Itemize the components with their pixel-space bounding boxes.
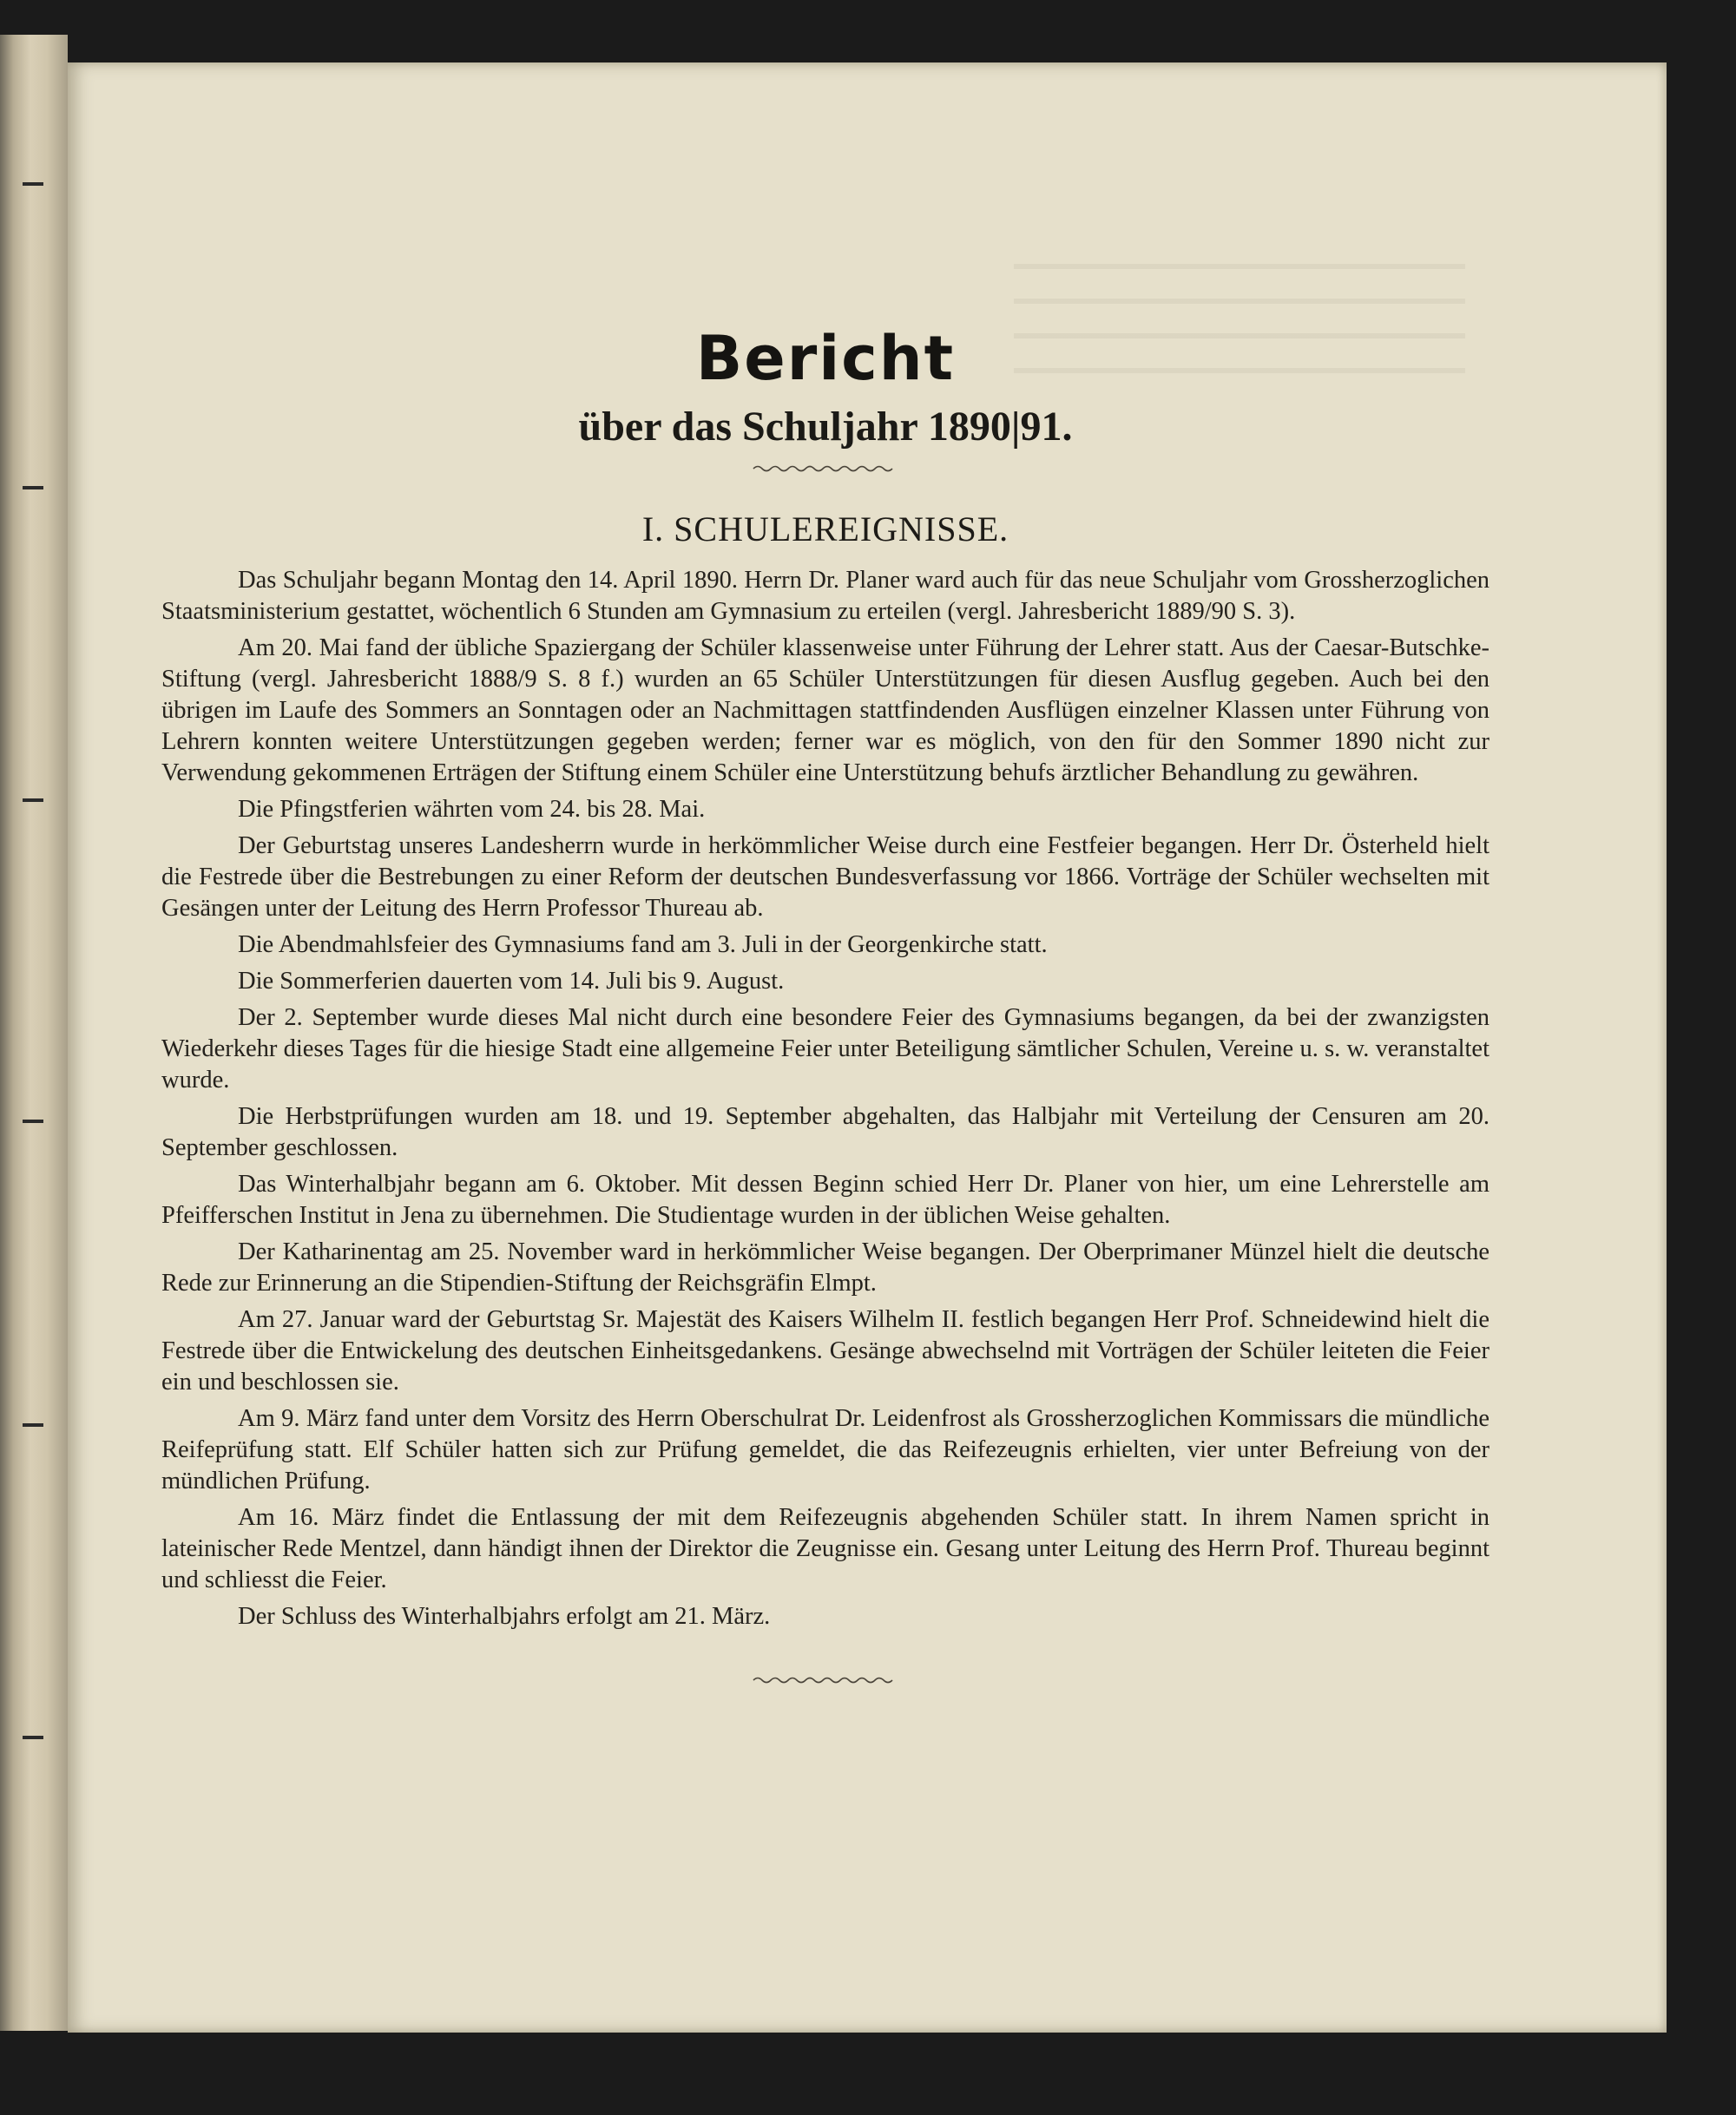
paragraph: Der Geburtstag unseres Landesherrn wurde in herkömmlicher Weise durch eine Festfeier begangen. Herr Dr. Österheld hielt die Festrede über die Bestrebungen zu einer Reform der deutschen Bundesverfassung vor 1866. Vorträge der Schüler wechselten mit Gesängen unter der Leitung des Herrn Professor Thureau ab. [161, 832, 1489, 922]
page-content [161, 323, 1489, 1691]
paragraph: Am 9. März fand unter dem Vorsitz des Herrn Oberschulrat Dr. Leidenfrost als Grossherzoglichen Kommissars die mündliche Reifeprüfung statt. Elf Schüler hatten sich zur Prüfung gemeldet, die das Reifezeugnis erhielten, vier unter Befreiung von der mündlichen Prüfung. [161, 1405, 1489, 1494]
paragraph: Die Herbstprüfungen wurden am 18. und 19. September abgehalten, das Halbjahr mit Verteilung der Censuren am 20. September geschlossen. [161, 1103, 1489, 1161]
decorative-divider [161, 1674, 1489, 1691]
edge-mark [23, 1120, 43, 1123]
paragraph: Die Abendmahlsfeier des Gymnasiums fand am 3. Juli in der Georgenkirche statt. [238, 931, 1048, 958]
book-page-edge [0, 35, 68, 2031]
paragraph: Der 2. September wurde dieses Mal nicht durch eine besondere Feier des Gymnasiums begangen, da bei der zwanzigsten Wiederkehr dieses Tages für die hiesige Stadt eine allgemeine Feier unter Beteiligung sämtlicher Schulen, Vereine u. s. w. veranstaltet wurde. [161, 1004, 1489, 1094]
body-text [161, 565, 1489, 1632]
paragraph: Der Katharinentag am 25. November ward in herkömmlicher Weise begangen. Der Oberprimaner Münzel hielt die deutsche Rede zur Erinnerung an die Stipendien-Stiftung der Reichsgräfin Elmpt. [161, 1238, 1489, 1297]
edge-mark [23, 486, 43, 489]
page-subtitle: über das Schuljahr 1890|91. [578, 404, 1073, 450]
document-page [68, 62, 1667, 2033]
paragraph: Die Sommerferien dauerten vom 14. Juli bis 9. August. [238, 968, 785, 995]
page-title: Bericht [695, 323, 956, 394]
edge-mark [23, 798, 43, 802]
paragraph: Am 16. März findet die Entlassung der mit dem Reifezeugnis abgehenden Schüler statt. In ihrem Namen spricht in lateinischer Rede Mentzel, dann händigt ihnen der Direktor die Zeugnisse ein. Gesang unter Leitung des Herrn Prof. Thureau beginnt und schliesst die Feier. [161, 1504, 1489, 1593]
decorative-divider [161, 463, 1489, 479]
paragraph: Der Schluss des Winterhalbjahrs erfolgt am 21. März. [238, 1603, 771, 1630]
edge-mark [23, 182, 43, 186]
section-heading: I. SCHULEREIGNISSE. [641, 509, 1009, 548]
paragraph: Am 27. Januar ward der Geburtstag Sr. Majestät des Kaisers Wilhelm II. festlich begangen Herr Prof. Schneidewind hielt die Festrede über die Entwickelung des deutschen Einheitsgedankens. Gesänge abwechselnd mit Vorträgen der Schüler leiteten die Feier ein und beschlossen sie. [161, 1306, 1489, 1396]
paragraph: Das Winterhalbjahr begann am 6. Oktober. Mit dessen Beginn schied Herr Dr. Planer von hier, um eine Lehrerstelle am Pfeifferschen Institut in Jena zu übernehmen. Die Studientage wurden in der üblichen Weise gehalten. [161, 1171, 1489, 1229]
edge-mark [23, 1423, 43, 1427]
paragraph: Am 20. Mai fand der übliche Spaziergang der Schüler klassenweise unter Führung der Lehrer statt. Aus der Caesar-Butschke-Stiftung (vergl. Jahresbericht 1888/9 S. 8 f.) wurden an 65 Schüler Unterstützungen für diesen Ausflug gegeben. Auch bei den übrigen im Laufe des Sommers an Sonntagen oder an Nachmittagen stattfindenden Ausflügen einzelner Klassen unter Führung von Lehrern konnten weitere Unterstützungen gegeben werden; ferner war es möglich, von den für den Sommer 1890 nicht zur Verwendung gekommenen Erträgen der Stiftung einem Schüler eine Unterstützung behufs ärztlicher Behandlung zu gewähren. [161, 634, 1489, 786]
paragraph: Die Pfingstferien währten vom 24. bis 28. Mai. [238, 796, 706, 823]
edge-mark [23, 1736, 43, 1739]
paragraph: Das Schuljahr begann Montag den 14. April 1890. Herrn Dr. Planer ward auch für das neue Schuljahr vom Grossherzoglichen Staatsministerium gestattet, wöchentlich 6 Stunden am Gymnasium zu erteilen (vergl. Jahresbericht 1889/90 S. 3). [161, 567, 1489, 625]
